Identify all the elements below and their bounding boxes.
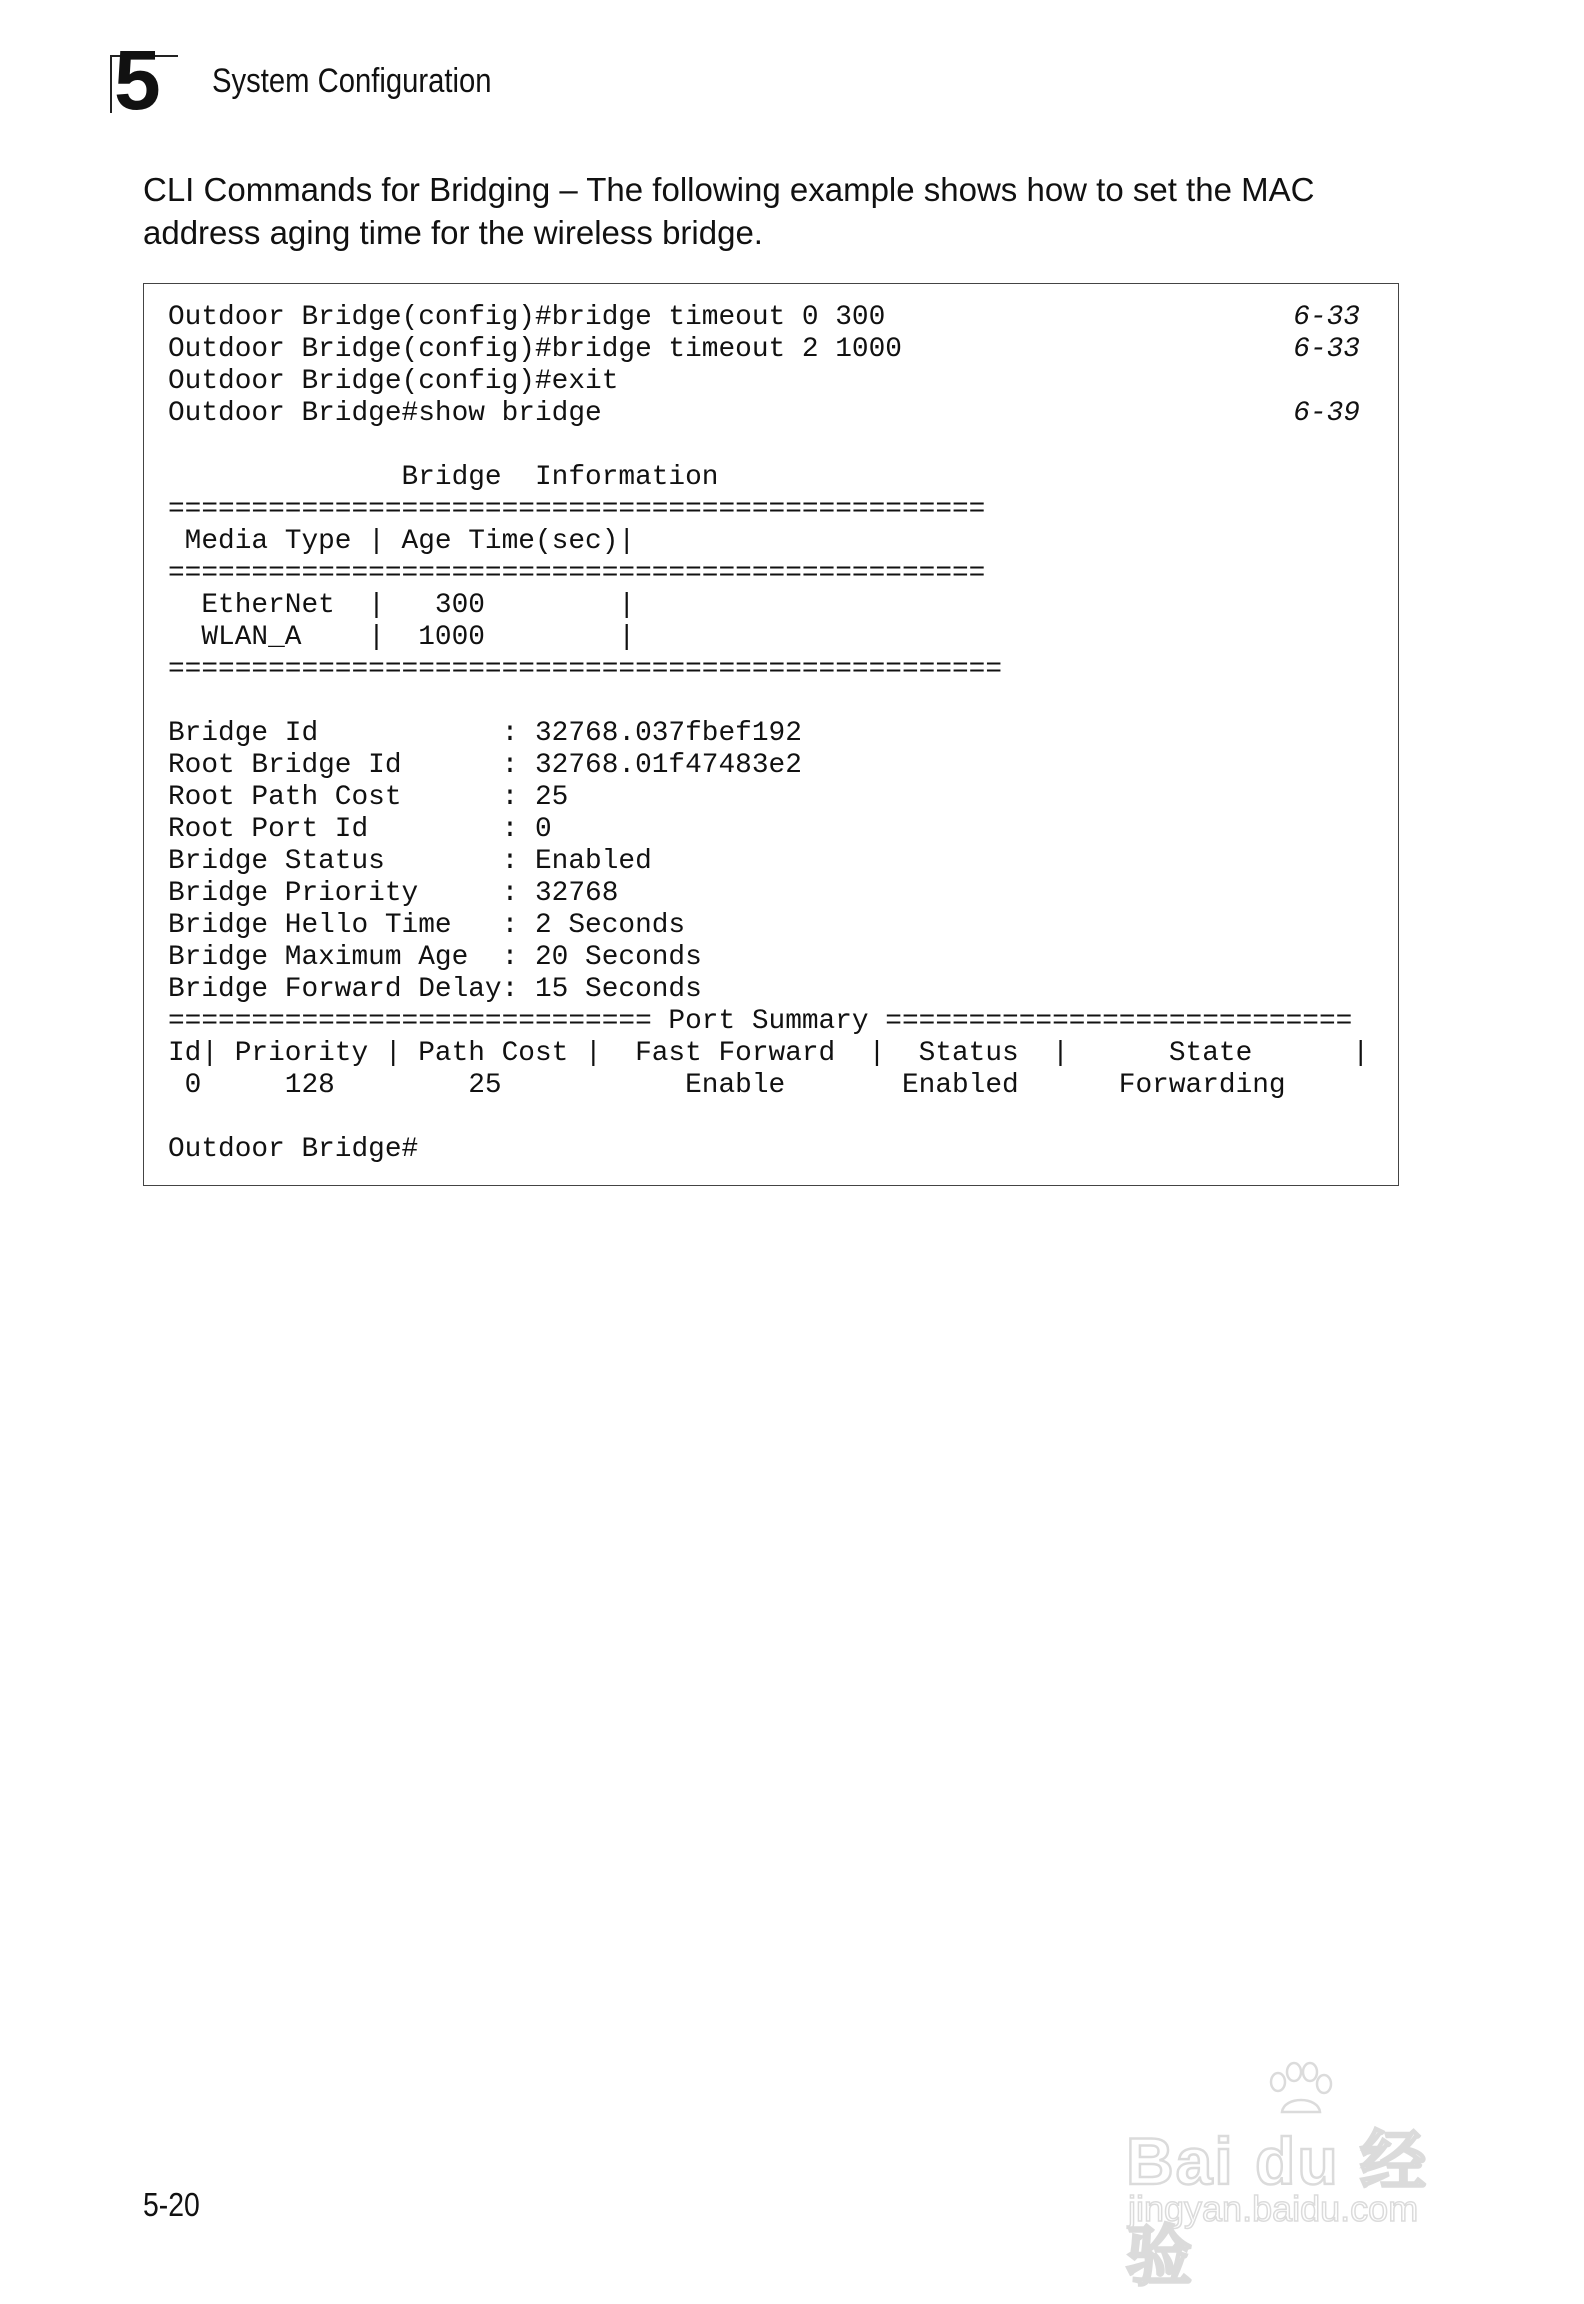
cli-line: Outdoor Bridge(config)#exit — [168, 366, 619, 397]
cli-code-block — [168, 302, 1369, 1166]
cli-line: Root Bridge Id : 32768.01f47483e2 — [168, 750, 802, 781]
cli-example-box — [143, 283, 1399, 1186]
watermark-logo-text: Bai du 经验 — [1126, 2124, 1429, 2293]
chapter-title: System Configuration — [212, 62, 492, 100]
page-reference: 6-33 — [1293, 334, 1360, 365]
cli-line: Bridge Forward Delay: 15 Seconds — [168, 974, 702, 1005]
cli-line: Bridge Information — [168, 462, 719, 493]
cli-line: Outdoor Bridge(config)#bridge timeout 0 300 — [168, 302, 886, 333]
cli-line: Id| Priority | Path Cost | Fast Forward | Status | State | — [168, 1038, 1370, 1069]
cli-line: Outdoor Bridge(config)#bridge timeout 2 1000 — [168, 334, 902, 365]
page-number: 5-20 — [143, 2186, 200, 2223]
cli-line: ============================= Port Summary ============================ — [168, 1006, 1353, 1037]
chapter-number: 5 — [114, 33, 161, 127]
cli-line: Bridge Maximum Age : 20 Seconds — [168, 942, 702, 973]
intro-paragraph: CLI Commands for Bridging – The following example shows how to set the MAC address aging time for the wireless bridge. — [143, 171, 1315, 251]
cli-line: ================================================== — [168, 654, 1003, 685]
cli-line: Root Path Cost : 25 — [168, 782, 569, 813]
cli-line: Bridge Id : 32768.037fbef192 — [168, 718, 802, 749]
cli-line: Bridge Hello Time : 2 Seconds — [168, 910, 686, 941]
cli-line: Outdoor Bridge#show bridge — [168, 398, 602, 429]
page-reference: 6-33 — [1293, 302, 1360, 333]
cli-line: ================================================= — [168, 558, 986, 589]
cli-line: ================================================= — [168, 494, 986, 525]
cli-line: Bridge Priority : 32768 — [168, 878, 619, 909]
baidu-jingyan-watermark — [1120, 2060, 1490, 2293]
cli-line: Media Type | Age Time(sec)| — [168, 526, 636, 557]
cli-line: EtherNet | 300 | — [168, 590, 636, 621]
cli-line: Outdoor Bridge# — [168, 1134, 419, 1165]
cli-line: Bridge Status : Enabled — [168, 846, 652, 877]
watermark-url: jingyan.baidu.com — [1128, 2188, 1419, 2229]
cli-line: Root Port Id : 0 — [168, 814, 552, 845]
cli-line: 0 128 25 Enable Enabled Forwarding — [168, 1070, 1286, 1101]
cli-line: WLAN_A | 1000 | — [168, 622, 636, 653]
page-reference: 6-39 — [1293, 398, 1360, 429]
